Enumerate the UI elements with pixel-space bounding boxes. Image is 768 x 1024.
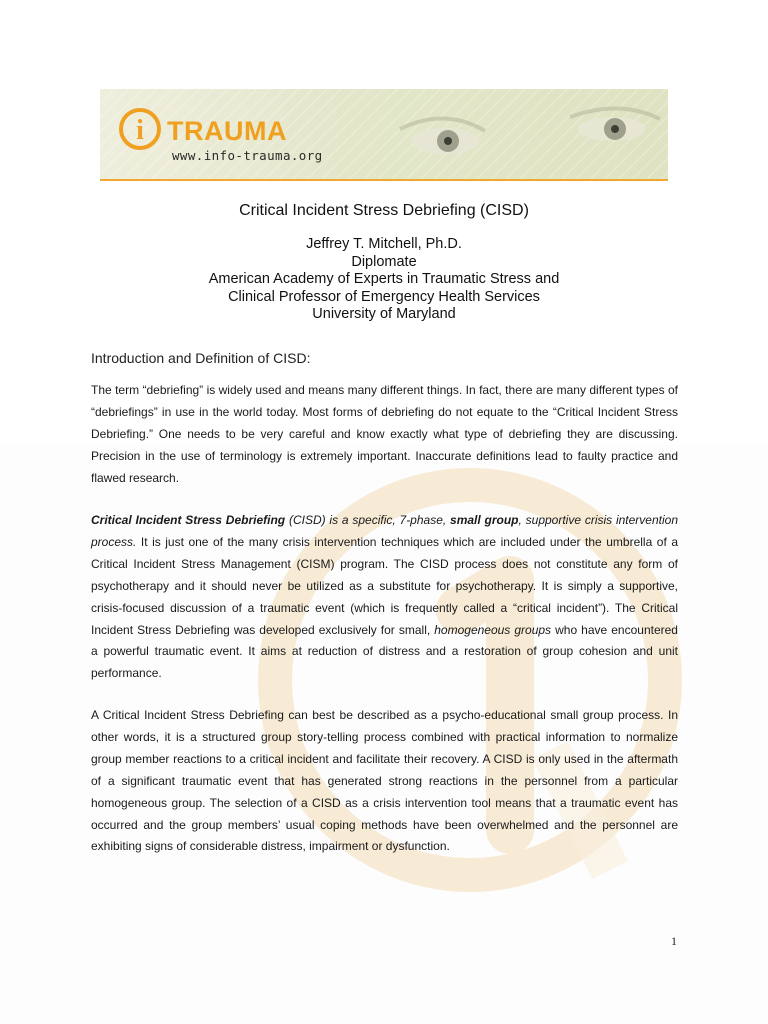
section-heading: Introduction and Definition of CISD: xyxy=(91,350,311,366)
document-title: Critical Incident Stress Debriefing (CISD) xyxy=(239,202,529,219)
homogeneous-groups-emphasis: homogeneous groups xyxy=(434,622,552,637)
logo-wordmark: TRAUMA xyxy=(167,116,287,146)
author-affiliation: American Academy of Experts in Traumatic Stress and xyxy=(208,271,560,287)
page-number: 1 xyxy=(671,934,677,948)
logo-glyph: i xyxy=(136,115,144,146)
paragraph-1: The term “debriefing” is widely used and means many different things. In fact, there are many different types of “debriefings” in use in the world today. Most forms of debriefing do not equate to the “Critical Incident Stress Debriefing.” One needs to be very careful and know exactly what type of debriefing they are discussing. Precision in the use of terminology is extremely important. Inaccurate definitions lead to faulty practice and flawed research. xyxy=(91,383,678,485)
definition-italic-b: , supportive crisis intervention process. xyxy=(91,513,678,549)
small-group-emphasis: small group xyxy=(450,513,519,527)
header-banner xyxy=(100,89,668,181)
author-institution: University of Maryland xyxy=(312,306,456,322)
info-i-logo-icon xyxy=(117,106,163,152)
author-name: Jeffrey T. Mitchell, Ph.D. xyxy=(306,236,462,252)
author-block xyxy=(0,236,768,324)
paragraph-2-text-a: It is just one of the many crisis intervention techniques which are included under the umbrella of a Critical Incident Stress Management (CISM) program. The CISD process does not constitute any form of psychotherapy and it should never be utilized as a substitute for psychotherapy. It is simply a supportive, crisis-focused discussion of a traumatic event (which is frequently called a “critical incident”). The Critical Incident Stress Debriefing was developed exclusively for small, xyxy=(91,534,678,637)
cisd-term: Critical Incident Stress Debriefing xyxy=(91,513,286,527)
paragraph-2 xyxy=(91,510,678,685)
logo-url: www.info-trauma.org xyxy=(172,148,323,163)
author-position: Clinical Professor of Emergency Health Services xyxy=(228,288,540,305)
author-credential: Diplomate xyxy=(351,253,417,270)
definition-italic-a: (CISD) is a specific, 7-phase, xyxy=(285,513,451,527)
paragraph-2-text-b: who have encountered a powerful traumatic event. It aims at reduction of distress and a restoration of group cohesion and unit performance. xyxy=(91,622,678,681)
paragraph-3: A Critical Incident Stress Debriefing can best be described as a psycho-educational small group process. In other words, it is a structured group story-telling process combined with practical information to normalize group member reactions to a critical incident and facilitate their recovery. A CISD is only used in the aftermath of a significant traumatic event that has generated strong reactions in the personnel from a particular homogeneous group. The selection of a CISD as a crisis intervention tool means that a traumatic event has occurred and the group members’ usual coping methods have been overwhelmed and the personnel are exhibiting signs of considerable distress, impairment or dysfunction. xyxy=(91,708,678,854)
